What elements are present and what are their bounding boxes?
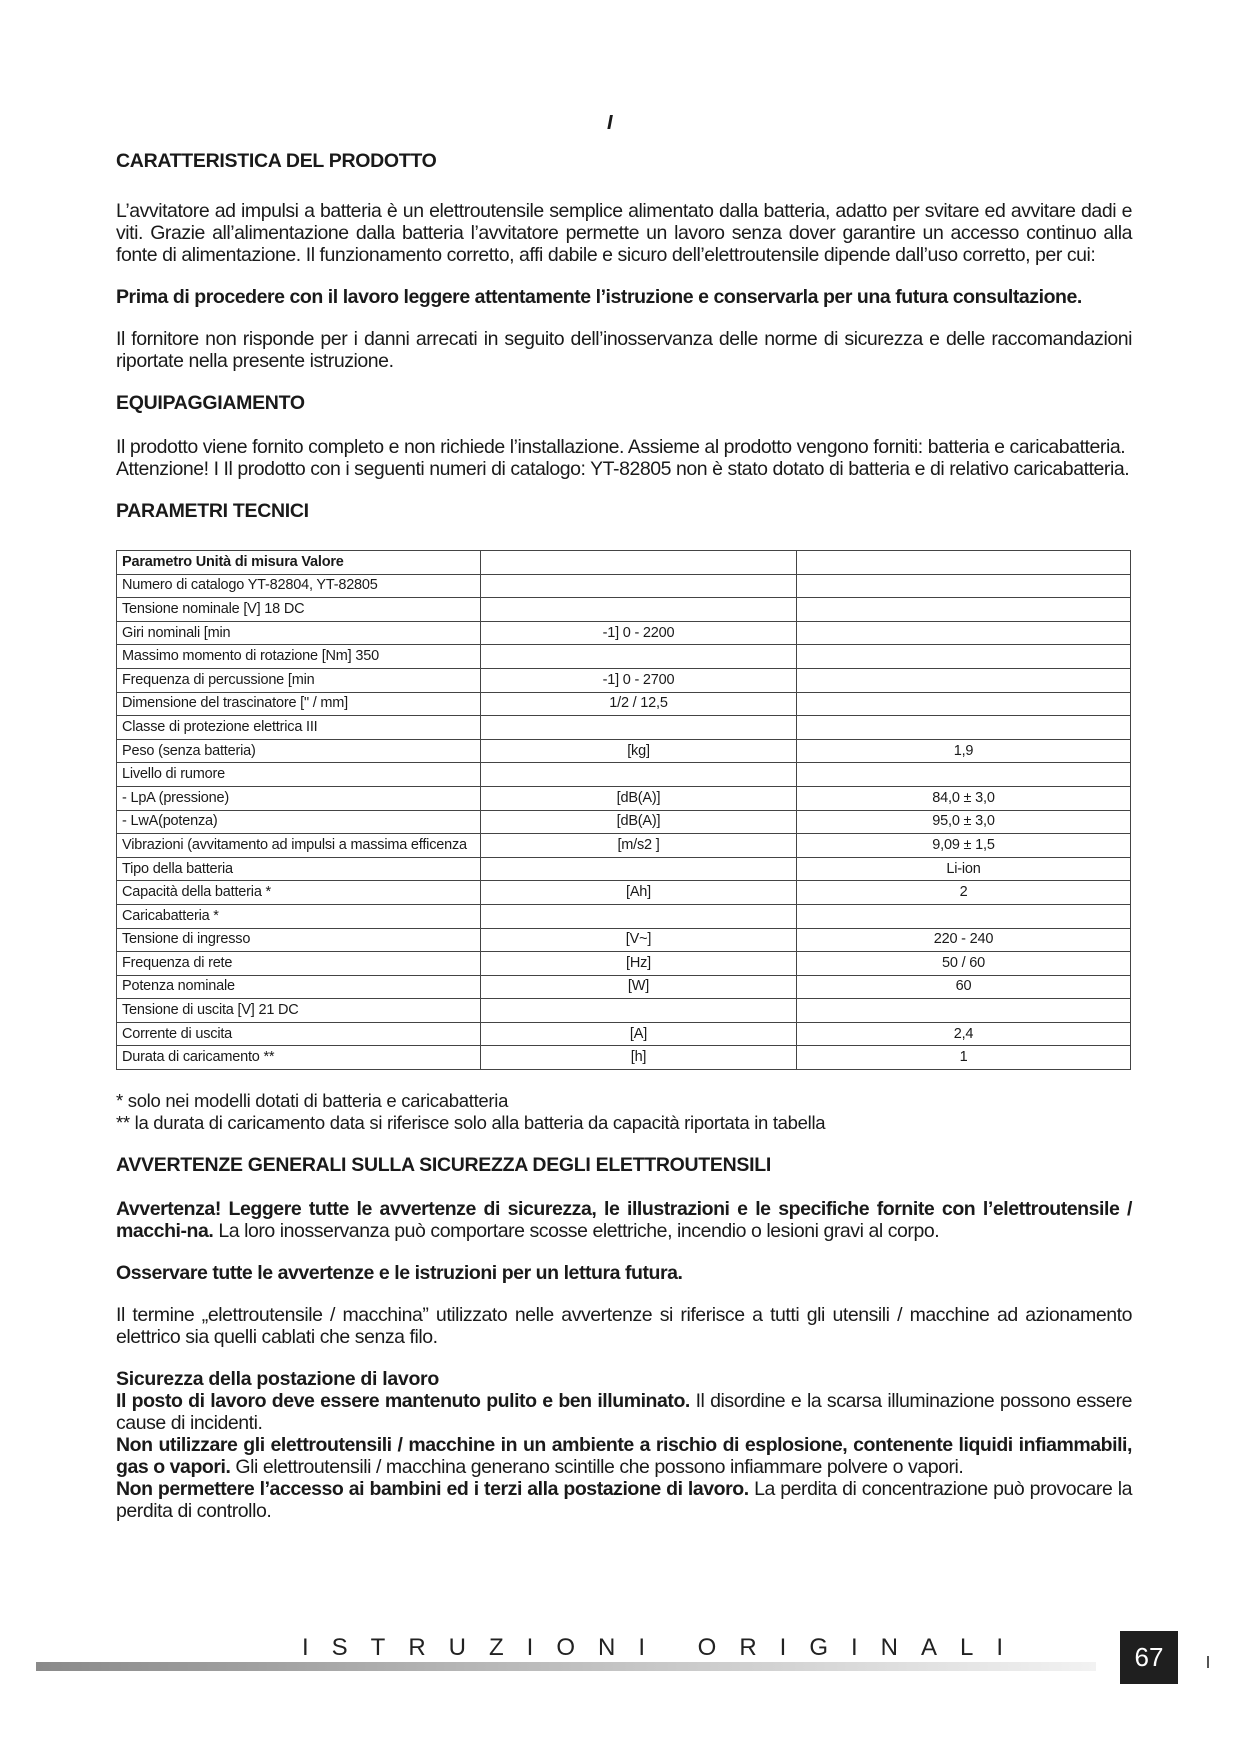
param-unit-cell <box>481 574 797 598</box>
param-unit-cell <box>481 598 797 622</box>
table-row <box>117 999 1131 1023</box>
read-instructions-warning: Prima di procedere con il lavoro leggere attentamente l’istruzione e conservarla per una futura consultazione. <box>116 286 1082 308</box>
term-definition: Il termine „elettroutensile / macchina” utilizzato nelle avvertenze si riferisce a tutti gli utensili / macchine ad azionamento elettrico sia quelli cablati che senza filo. <box>116 1304 1132 1349</box>
workplace-rule-3-text: La perdita di concentrazione può provocare la perdita di controllo. <box>116 1478 1132 1523</box>
param-value-cell <box>797 645 1131 669</box>
heading-safety: AVVERTENZE GENERALI SULLA SICUREZZA DEGLI ELETTROUTENSILI <box>116 1154 771 1177</box>
page-footer <box>0 1620 1241 1710</box>
table-row <box>117 1022 1131 1046</box>
table-row <box>117 763 1131 787</box>
product-intro: L’avvitatore ad impulsi a batteria è un elettroutensile semplice alimentato dalla batteria, adatto per svitare ed avvitare dadi e viti. Grazie all’alimentazione dalla batteria l’avvitatore permette un lavoro senza dover garantire un accesso continuo alla fonte di alimentazione. Il funzionamento corretto, affi dabile e sicuro dell’elettroutensile dipende dall’uso corretto, per cui: <box>116 200 1132 266</box>
param-name-cell: Frequenza di rete <box>117 952 481 976</box>
equipment-line-2: Attenzione! I Il prodotto con i seguenti numeri di catalogo: YT-82805 non è stato dotato di batteria e di relativo caricabatteria. <box>116 458 1130 480</box>
param-unit-cell: [Ah] <box>481 881 797 905</box>
param-unit-cell <box>481 904 797 928</box>
param-value-cell <box>797 551 1131 575</box>
param-unit-cell: [W] <box>481 975 797 999</box>
table-row <box>117 716 1131 740</box>
page-number: 67 <box>1120 1631 1178 1684</box>
param-value-cell: Li-ion <box>797 857 1131 881</box>
param-name-cell: Dimensione del trascinatore [" / mm] <box>117 692 481 716</box>
heading-workplace-safety: Sicurezza della postazione di lavoro <box>116 1368 439 1391</box>
param-unit-cell: [V~] <box>481 928 797 952</box>
param-unit-cell <box>481 551 797 575</box>
footer-gradient-bar <box>36 1662 1096 1671</box>
param-name-cell: Capacità della batteria * <box>117 881 481 905</box>
param-name-cell: Livello di rumore <box>117 763 481 787</box>
param-name-cell: Tipo della batteria <box>117 857 481 881</box>
param-name-cell: Corrente di uscita <box>117 1022 481 1046</box>
param-value-cell <box>797 574 1131 598</box>
param-unit-cell: [h] <box>481 1046 797 1070</box>
param-unit-cell <box>481 645 797 669</box>
observe-warnings: Osservare tutte le avvertenze e le istruzioni per un lettura futura. <box>116 1262 683 1285</box>
param-value-cell: 9,09 ± 1,5 <box>797 834 1131 858</box>
param-unit-cell <box>481 716 797 740</box>
param-name-cell: - LpA (pressione) <box>117 786 481 810</box>
param-value-cell <box>797 904 1131 928</box>
table-row <box>117 668 1131 692</box>
heading-product: CARATTERISTICA DEL PRODOTTO <box>116 150 437 172</box>
param-unit-cell: [Hz] <box>481 952 797 976</box>
param-value-cell: 2,4 <box>797 1022 1131 1046</box>
table-row <box>117 645 1131 669</box>
equipment-line-1: Il prodotto viene fornito completo e non richiede l’installazione. Assieme al prodotto vengono forniti: batteria e caricabatteria. <box>116 436 1126 458</box>
table-row <box>117 975 1131 999</box>
table-row <box>117 834 1131 858</box>
workplace-rule-2-text: Gli elettroutensili / macchina generano scintille che possono infiammare polvere o vapori. <box>230 1456 964 1479</box>
table-row <box>117 810 1131 834</box>
param-unit-cell: -1] 0 - 2200 <box>481 621 797 645</box>
param-name-cell: Numero di catalogo YT-82804, YT-82805 <box>117 574 481 598</box>
table-row <box>117 621 1131 645</box>
param-value-cell <box>797 999 1131 1023</box>
table-row <box>117 952 1131 976</box>
param-unit-cell: [m/s2 ] <box>481 834 797 858</box>
param-name-cell: Caricabatteria * <box>117 904 481 928</box>
param-unit-cell <box>481 857 797 881</box>
table-header-row <box>117 551 1131 575</box>
param-value-cell <box>797 598 1131 622</box>
table-row <box>117 904 1131 928</box>
table-row <box>117 1046 1131 1070</box>
param-value-cell: 50 / 60 <box>797 952 1131 976</box>
param-value-cell <box>797 621 1131 645</box>
param-value-cell <box>797 668 1131 692</box>
param-value-cell: 1 <box>797 1046 1131 1070</box>
footnote-battery: * solo nei modelli dotati di batteria e caricabatteria <box>116 1090 509 1112</box>
language-marker: I <box>607 112 613 134</box>
workplace-rule-3-bold: Non permettere l’accesso ai bambini ed i terzi alla postazione di lavoro. <box>116 1478 749 1501</box>
param-name-cell: Massimo momento di rotazione [Nm] 350 <box>117 645 481 669</box>
table-row <box>117 692 1131 716</box>
param-name-cell: Tensione di ingresso <box>117 928 481 952</box>
table-row <box>117 574 1131 598</box>
param-unit-cell: [dB(A)] <box>481 786 797 810</box>
param-value-cell: 84,0 ± 3,0 <box>797 786 1131 810</box>
workplace-rule-1-text: Il disordine e la scarsa illuminazione possono essere cause di incidenti. <box>116 1390 1133 1435</box>
footer-title: ISTRUZIONI ORIGINALI <box>302 1634 1027 1661</box>
heading-equipment: EQUIPAGGIAMENTO <box>116 392 305 414</box>
footer-tick-mark <box>1207 1656 1209 1668</box>
param-value-cell <box>797 692 1131 716</box>
param-name-cell: Potenza nominale <box>117 975 481 999</box>
workplace-rule-1-bold: Il posto di lavoro deve essere mantenuto pulito e ben illuminato. <box>116 1390 690 1413</box>
table-row <box>117 598 1131 622</box>
safety-warning <box>116 1198 1132 1242</box>
table-row <box>117 739 1131 763</box>
table-row <box>117 881 1131 905</box>
page-content <box>116 150 1132 1522</box>
technical-parameters-table <box>116 550 1131 1070</box>
safety-warning-text: La loro inosservanza può comportare scosse elettriche, incendio o lesioni gravi al corpo. <box>213 1220 940 1243</box>
table-row <box>117 928 1131 952</box>
table-row <box>117 786 1131 810</box>
param-value-cell: 1,9 <box>797 739 1131 763</box>
param-unit-cell: -1] 0 - 2700 <box>481 668 797 692</box>
param-name-cell: Giri nominali [min <box>117 621 481 645</box>
param-value-cell <box>797 716 1131 740</box>
param-unit-cell: [dB(A)] <box>481 810 797 834</box>
table-row <box>117 857 1131 881</box>
param-unit-cell: [A] <box>481 1022 797 1046</box>
param-value-cell: 60 <box>797 975 1131 999</box>
param-unit-cell <box>481 763 797 787</box>
param-name-cell: Durata di caricamento ** <box>117 1046 481 1070</box>
param-value-cell: 220 - 240 <box>797 928 1131 952</box>
param-name-cell: Peso (senza batteria) <box>117 739 481 763</box>
param-name-cell: Frequenza di percussione [min <box>117 668 481 692</box>
param-value-cell: 95,0 ± 3,0 <box>797 810 1131 834</box>
workplace-rule-2 <box>116 1434 1132 1478</box>
heading-parameters: PARAMETRI TECNICI <box>116 500 309 522</box>
param-value-cell: 2 <box>797 881 1131 905</box>
param-unit-cell: [kg] <box>481 739 797 763</box>
param-name-cell: Parametro Unità di misura Valore <box>117 551 481 575</box>
workplace-rule-3 <box>116 1478 1132 1522</box>
param-unit-cell: 1/2 / 12,5 <box>481 692 797 716</box>
workplace-rule-2-bold: Non utilizzare gli elettroutensili / macchine in un ambiente a rischio di esplosione, contenente liquidi infiammabili, gas o vapori. <box>116 1434 1132 1479</box>
param-name-cell: Tensione di uscita [V] 21 DC <box>117 999 481 1023</box>
footnote-charging: ** la durata di caricamento data si riferisce solo alla batteria da capacità riportata in tabella <box>116 1112 826 1134</box>
safety-warning-bold: Avvertenza! Leggere tutte le avvertenze di sicurezza, le illustrazioni e le specifiche fornite con l’elettroutensile / macchi-na. <box>116 1198 1132 1243</box>
param-name-cell: Tensione nominale [V] 18 DC <box>117 598 481 622</box>
param-unit-cell <box>481 999 797 1023</box>
param-value-cell <box>797 763 1131 787</box>
liability-note: Il fornitore non risponde per i danni arrecati in seguito dell’inosservanza delle norme di sicurezza e delle raccomandazioni riportate nella presente istruzione. <box>116 328 1132 372</box>
workplace-rule-1 <box>116 1390 1132 1434</box>
param-name-cell: - LwA(potenza) <box>117 810 481 834</box>
param-name-cell: Classe di protezione elettrica III <box>117 716 481 740</box>
param-name-cell: Vibrazioni (avvitamento ad impulsi a massima efficenza <box>117 834 481 858</box>
